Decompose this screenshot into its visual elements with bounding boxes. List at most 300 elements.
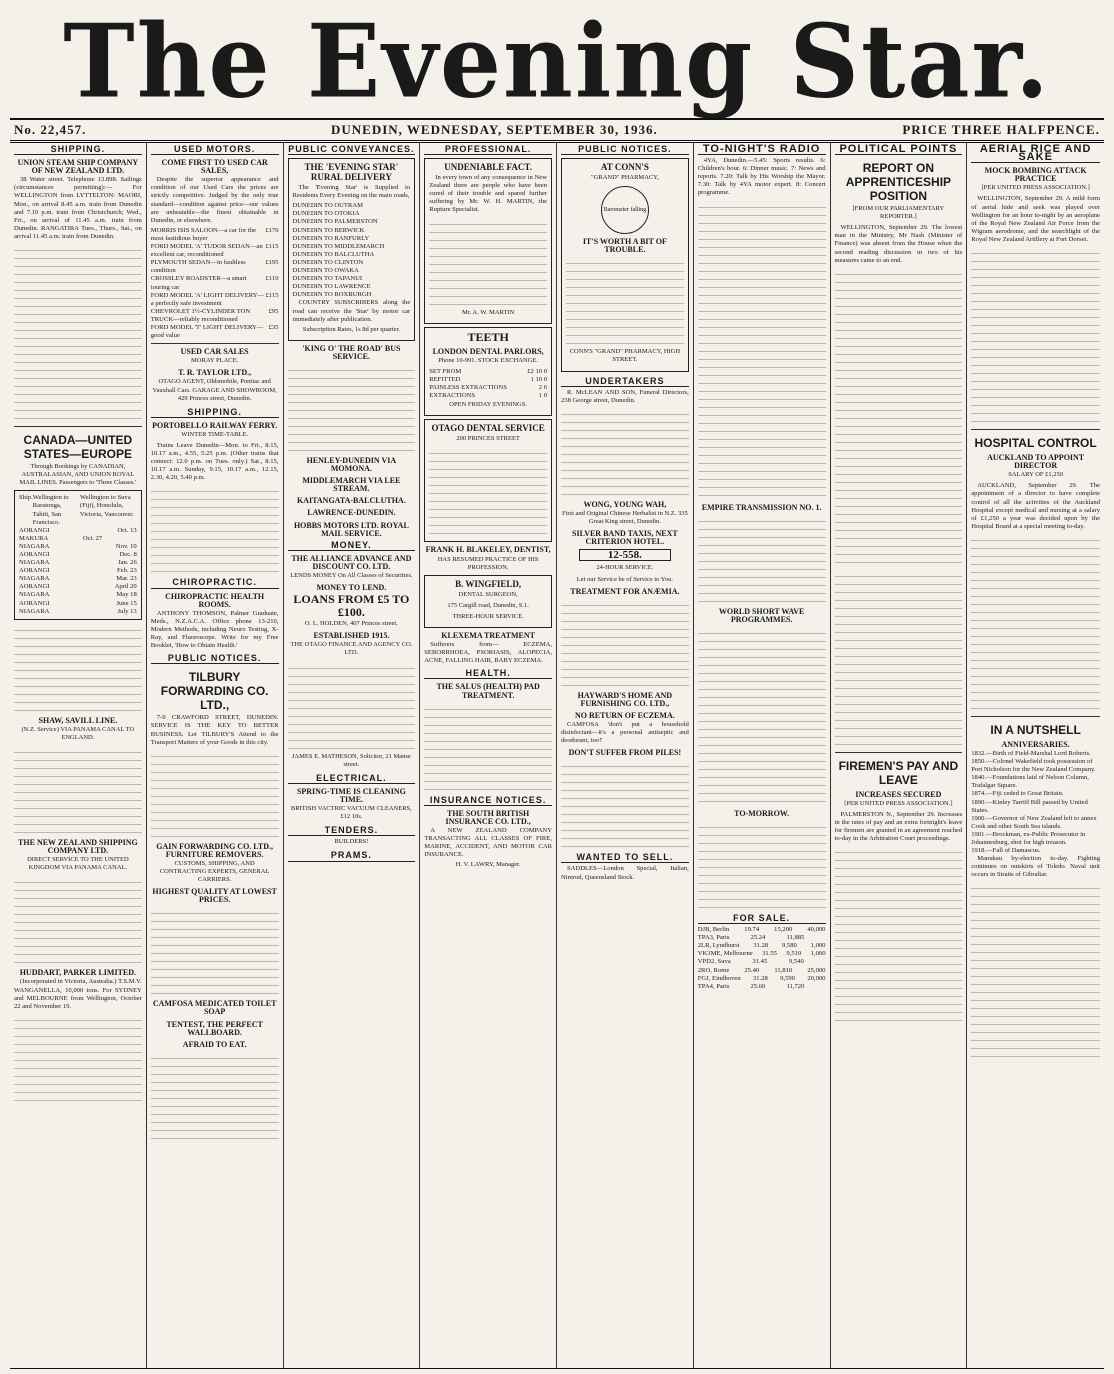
divider [971,429,1100,430]
ad-text: 7-9 CRAWFORD STREET, DUNEDIN. SERVICE IS THE KEY TO BETTER BUSINESS. Let TILBURY'S Attend to the Transport Matters of your Goods in this city. [150,714,279,746]
ad-title: CAMFOSA MEDICATED TOILET SOAP [152,999,277,1017]
ad-text: Sufferers from— ECZEMA, SEBORRHOEA, PSORIASIS, ALOPECIA, ACNE, FALLING HAIR, BABY ECZEMA. [424,641,552,665]
station-row-cell: 11,885 [786,934,805,942]
ad-text: OTAGO AGENT, Oldsmobile, Pontiac and Vauxhall Cars. GARAGE AND SHOWROOM, 429 Princes street, Dunedin. [152,378,277,402]
article-body-text [698,200,826,500]
ship-row-cell: July 13 [117,607,137,615]
route-row [293,259,411,267]
column-head: SHIPPING. [14,143,142,155]
ad-text: HAS RESUMED PRACTICE OF HIS PROFESSION. [437,555,539,571]
ad-undeniable-fact [424,158,552,324]
ad-body-text [14,745,142,835]
ship-row-cell: AORANGI [19,567,50,575]
issue-number: No. 22,457. [14,122,87,137]
ad-text: R. McLEAN AND SON, Funeral Directors, 238 George street, Dunedin. [561,388,689,404]
route-row [293,275,411,283]
column-head: CHIROPRACTIC. [151,576,279,588]
price-row-cell: EXTRACTIONS [429,392,476,400]
anniversary-row [971,831,1100,847]
ship-row [19,527,137,535]
route-row [293,218,411,226]
article-body-text [971,533,1100,713]
station-row-cell: 9,510 [786,950,802,958]
station-row [698,942,826,950]
column-head: UNDERTAKERS [561,375,689,387]
ship-row-cell: NIAGARA [19,591,50,599]
ad-evening-star-delivery [288,158,416,341]
car-row-cell: FORD MODEL 'A' TUDOR SEDAN—an excellent car, reconditioned [150,243,263,259]
ad-title: UNDENIABLE FACT. [444,162,532,173]
price: PRICE THREE HALFPENCE. [902,122,1100,137]
ad-title: SILVER BAND TAXIS, NEXT CRITERION HOTEL. [572,529,678,547]
ad-body-text [151,1051,279,1141]
masthead-title: The Evening Star. [63,6,1051,118]
station-row [698,934,826,942]
ship-row-cell: Oct. 27 [82,534,103,542]
car-row [151,292,279,308]
route-row-cell: DUNEDIN TO CLINTON [292,258,364,266]
anniversaries-list [971,750,1100,855]
columns [10,143,1104,1369]
article-body-text [971,881,1100,1061]
station-row-cell: VPD2, Suva [697,958,731,966]
article-headline: HOSPITAL CONTROL [974,436,1097,451]
column-head: AERIAL RICE AND SAKE [971,143,1100,163]
ad-title: COME FIRST TO USED CAR SALES, [161,158,268,176]
car-row-cell: MORRIS ISIS SALOON—a car for the most fastidious buyer [150,226,257,242]
route-row-cell: DUNEDIN TO TAPANUI [292,275,363,283]
column-head: TENDERS. [288,824,416,836]
ad-text: 200 PRINCES STREET [456,435,520,443]
ship-row-cell: AORANGI [19,599,50,607]
ad-title: HOBBS MOTORS LTD. ROYAL MAIL SERVICE. [293,520,409,538]
ad-text: DIRECT SERVICE TO THE UNITED KINGDOM VIA PANAMA CANAL. [27,856,129,872]
ship-row [19,575,137,583]
price-row-cell: REFITTED [429,375,461,383]
article-subhead: MOCK BOMBING ATTACK PRACTICE [984,166,1087,184]
ship-row [19,494,137,526]
station-row-cell: 9,580 [781,942,797,950]
column-head: FOR SALE. [698,912,826,924]
station-row-cell: 9,590 [780,974,795,982]
ad-text: THREE-HOUR SERVICE. [452,612,524,620]
anniversary-row [971,799,1100,815]
ship-row-cell: Jan. 26 [118,559,137,567]
ad-title: THE NEW ZEALAND SHIPPING COMPANY LTD. [18,838,138,856]
ship-row-cell: Wellington to Suva (Fiji), Honolulu, Victoria, Vancouver. [79,494,134,518]
ad-text: O. L. HOLDEN, 407 Princes street. [304,620,398,628]
article-body-text [835,845,963,1025]
station-row-cell: 25.60 [750,982,766,990]
ship-row-cell: Feb. 23 [116,567,137,575]
ad-text: In every town of any consequence in New Zealand there are people who have been cured of their trouble and spared further suffering by Mr. W. H. MARTIN, the Rupture Specialist. [429,174,547,214]
station-row-cell: 31.55 [762,950,777,958]
car-row-cell: PLYMOUTH SEDAN—in faultless condition [150,259,246,275]
ad-title: UNION STEAM SHIP COMPANY OF NEW ZEALAND LTD. [17,158,139,176]
station-row-cell: 25.24 [750,934,766,942]
ad-text: Subscription Rates, 1s 8d per quarter. [302,325,401,333]
ship-row [19,543,137,551]
column-aerial [967,143,1104,1368]
ad-title: THE ALLIANCE ADVANCE AND DISCOUNT CO. LTD. [291,553,412,571]
car-row-cell: £195 [265,259,279,267]
station-row-cell: TPA3, Paris [697,934,730,942]
ad-london-dental [424,327,552,417]
ships-list [19,494,137,615]
ad-text: 175 Cargill road, Dunedin, S.1. [447,601,529,609]
ship-row [19,591,137,599]
ad-title: T. R. TAYLOR LTD., [178,368,252,378]
route-row [293,202,411,210]
price-row-cell: 1 10 0 [530,375,547,383]
column-professional [420,143,557,1368]
ad-body-text [151,749,279,839]
car-row-cell: £115 [265,243,279,251]
ad-title: FRANK H. BLAKELEY, DENTIST, [425,545,551,555]
ad-title: IT'S WORTH A BIT OF TROUBLE. [582,237,667,255]
article-subhead: AUCKLAND TO APPOINT DIRECTOR [987,453,1085,471]
station-row [698,950,826,958]
price-row-cell: £2 10 0 [527,367,547,375]
divider [835,752,963,753]
ad-text: The 'Evening Star' is Supplied to Residents Every Evening on the main roads, [292,184,411,200]
ad-text: First and Original Chinese Herbalist in N.Z. 335 Great King street, Dunedin. [561,509,688,526]
route-row-cell: DUNEDIN TO OWAKA [292,267,359,275]
ad-title: AT CONN'S [600,162,649,173]
station-row-cell: 2RO, Rome [697,966,730,974]
ad-text: Through Bookings by CANADIAN, AUSTRALASIAN, AND UNION ROYAL MAIL LINES. Passengers to 'Three Classes.' [19,463,137,487]
anniversary-row [971,815,1100,831]
anniversary-row-cell: 1874.—Fiji ceded to Great Britain. [971,790,1064,798]
station-row-cell: 11,720 [786,982,805,990]
ad-body-text [561,407,689,497]
station-row-cell: 19.74 [744,926,760,934]
ad-title: SPRING-TIME IS CLEANING TIME. [296,786,406,804]
ad-title: TEETH [467,329,509,344]
route-row-cell: DUNEDIN TO MIDDLEMARCH [292,242,385,250]
ship-row-cell: NIAGARA [19,559,50,567]
ad-body-text [429,217,547,307]
ad-title: TILBURY FORWARDING CO. LTD., [160,670,269,713]
route-row-cell: DUNEDIN TO RANFURLY [292,234,370,242]
ad-title: CHIROPRACTIC HEALTH ROOMS. [165,591,265,609]
ad-title: DON'T SUFFER FROM PILES! [568,748,682,758]
price-row-cell: 2 6 [538,384,547,392]
ship-row-cell: NIAGARA [19,607,50,615]
ad-title: MIDDLEMARCH VIA LEE STREAM. [302,476,401,494]
article-subhead: INCREASES SECURED [855,789,942,799]
station-row-cell: 31.45 [752,958,768,966]
anniversary-row-cell: 1840.—Foundations laid of Nelson Column, Trafalgar Square. [971,774,1089,790]
ad-title: LOANS FROM £5 TO £100. [293,592,410,620]
anniversary-row [971,750,1100,758]
ad-title: OTAGO DENTAL SERVICE [431,423,545,434]
car-row [151,275,279,291]
ad-text: "GRAND" PHARMACY, [591,174,659,182]
ship-row [19,583,137,591]
ad-title: TREATMENT FOR ANÆMIA. [570,586,680,596]
ad-text: 38 Water street. Telephone 13.898. Sailings (circumstances permitting):— For WELLINGTON from LYTTELTON: MAORI, Mon., on arrival 8.45 a.m. train from Dunedin and 7.10 p.m. train from Christchurch; Wed., Fri., on arrival of 11.45 a.m. train from Dunedin. RANGATIRA Tues., Thurs., Sat., on arrival 11.45 a.m. train from Dunedin. [14,176,142,240]
ship-row-cell: AORANGI [19,550,50,558]
article-subhead: WORLD SHORT WAVE PROGRAMMES. [718,606,805,624]
article-byline: [PER UNITED PRESS ASSOCIATION.] [981,184,1090,192]
ship-row-cell: Wellington to Raratonga, Tahiti, San Francisco. [32,494,69,526]
station-row-cell: 2LR, Lyndhurst [697,942,740,950]
article-subhead: EMPIRE TRANSMISSION NO. 1. [701,502,822,512]
route-row-cell: DUNEDIN TO BERWICK [292,226,365,234]
ad-text: SADDLES—London Special, Italian, Nimrod, Queensland Stock. [561,865,689,881]
price-row-cell: 1 0 [538,392,547,400]
ship-row-cell: MAKURA [19,534,49,542]
route-row-cell: DUNEDIN TO LAWRENCE [292,283,371,291]
ad-title: LONDON DENTAL PARLORS, [432,346,544,356]
station-row-cell: VK3ME, Melbourne [697,950,753,958]
ad-text: BUILDERS! [334,838,369,846]
ad-title: B. WINGFIELD, [455,578,522,589]
ad-text: Mr. A. W. MARTIN [461,308,515,316]
ad-title: SHAW, SAVILL LINE. [38,715,118,725]
place-date: DUNEDIN, WEDNESDAY, SEPTEMBER 30, 1936. [330,122,658,137]
route-row-cell: DUNEDIN TO OUTRAM [292,202,363,210]
column-head: MONEY. [288,539,416,551]
ad-text: Despite the superior appearance and condition of our Used Cars the prices are strictly competitive. Judged by the only true standard—condition against price—our values are unbeatable—the finest obtainable in Dunedin, or elsewhere. [150,176,279,224]
column-shipping [10,143,147,1368]
article-headline: IN A NUTSHELL [990,722,1081,737]
ship-row-cell: Mar. 23 [116,575,137,583]
ship-row-cell: NIAGARA [19,575,50,583]
station-row [698,967,826,975]
column-head: HEALTH. [424,667,552,679]
article-byline: [FROM OUR PARLIAMENTARY REPORTER.] [852,205,945,221]
car-row-cell: CHEVROLET 1½-CYLINDER TON TRUCK—reliably reconditioned [150,307,251,323]
station-row-cell: 20,000 [807,974,826,982]
ad-body-text [561,598,689,688]
column-public-notices [557,143,694,1368]
station-row-cell: 15,200 [774,926,793,934]
station-row-cell: FGJ, Eindhoven [697,974,741,982]
column-head: ELECTRICAL. [288,772,416,784]
routes-list [293,202,411,299]
ad-title: HIGHEST QUALITY AT LOWEST PRICES. [152,887,277,905]
column-head: PUBLIC NOTICES. [561,143,689,155]
column-radio [694,143,831,1368]
article-text: AUCKLAND, September 29. The appointment of a director to have complete control of all the activities of the Auckland Hospital except medical and nursing at a salary of £1,250 a year was decided upon by the Hospital Board at a special meeting to-day. [971,482,1100,530]
ad-text: CAMFOSA 'don't put a household disinfectant—it's a personal antiseptic and deodorant, too!' [561,720,689,745]
divider [151,343,279,344]
ship-row [19,608,137,616]
column-head: USED MOTORS. [151,143,279,155]
article-body-text [698,820,826,910]
ad-text: WINTER TIME-TABLE. [181,430,249,438]
ship-row-cell: Nov. 10 [115,542,137,550]
station-row-cell: 31.28 [753,942,769,950]
ad-title: THE SOUTH BRITISH INSURANCE CO. LTD., [445,808,531,826]
ad-title: NO RETURN OF ECZEMA. [575,710,675,720]
price-row [429,384,547,392]
article-headline: REPORT ON APPRENTICESHIP POSITION [845,161,952,204]
price-row [429,392,547,400]
ad-text: THE OTAGO FINANCE AND AGENCY CO. LTD. [290,641,413,657]
ad-text: JAMES E. MATHESON, Solicitor, 21 Manse street. [291,752,411,768]
station-row [698,983,826,991]
ad-text: Trains Leave Dunedin—Mon. to Fri., 8.15, 10.17 a.m., 4.55, 5.25 p.m. (Other trains that connect: 12.0 p.m. on Tues. only.) Sat., 8.15, 10.17 a.m. Sunday, 9.15, 10.17 a.m., 12.15, 2.30, 4.20, 5.40 p.m. [150,442,279,482]
ship-row-cell: NIAGARA [19,542,50,550]
ad-text: Let our Service be of Service to You. [576,575,673,583]
ad-title: THE SALUS (HEALTH) PAD TREATMENT. [436,682,540,700]
ship-row [19,600,137,608]
anniversary-row [971,758,1100,774]
car-row [151,324,279,340]
station-row [698,975,826,983]
article-subhead: TO-MORROW. [734,808,790,818]
route-row-cell: DUNEDIN TO OTOKIA [292,210,360,218]
article-subhead: SALARY OF £1,250 [1008,471,1064,479]
price-row-cell: SET FROM [429,367,462,375]
anniversary-row-cell: 1850.—Colonel Wakefield took possession of Port Nicholson for the New Zealand Company. [971,758,1096,774]
car-row [151,308,279,324]
ad-phone: 12-558. [579,549,671,561]
station-row [698,926,826,934]
route-row-cell: DUNEDIN TO PALMERSTON [292,218,378,226]
ad-wingfield [424,575,552,628]
route-row [293,227,411,235]
ad-title: 'KING O' THE ROAD' BUS SERVICE. [302,343,401,361]
barometer-icon [601,186,649,234]
station-row-cell: 1,000 [810,942,826,950]
ship-row [19,551,137,559]
ad-text: (N.Z. Service) VIA PANAMA CANAL TO ENGLAND. [21,725,135,741]
car-row-cell: FORD MODEL 'T' LIGHT DELIVERY—good value [150,323,264,340]
route-row [293,267,411,275]
car-row-cell: £35 [268,323,279,331]
article-body-text [835,267,963,567]
route-row [293,291,411,299]
car-row-cell: £110 [265,275,279,283]
divider [971,716,1100,717]
ship-row [19,535,137,543]
car-row [151,227,279,243]
ship-row-cell: AORANGI [19,583,50,591]
route-row-cell: DUNEDIN TO ROXBURGH [292,291,372,299]
column-public-conveyances [284,143,421,1368]
ad-title: GAIN FORWARDING CO. LTD., FURNITURE REMOVERS. [156,841,274,859]
column-used-motors [147,143,284,1368]
ad-text: H. V. LAWRY, Manager. [455,861,521,869]
column-head: PRAMS. [288,849,416,861]
ship-row-cell: Ship. [19,494,33,502]
ad-title: KLEXEMA TREATMENT [441,630,535,640]
ad-body-text [14,623,142,713]
ship-row [19,559,137,567]
ad-text: MORAY PLACE. [191,357,239,365]
ad-otago-dental [424,419,552,542]
station-row-cell: 25.40 [744,966,760,974]
article-text: 4YA, Dunedin.—5.45: Sports results. 6: Children's hour. 6: Dinner music. 7: News and reports. 7.20: Talk by His Worship the Mayor. 7.30: Talk by 4YA motor expert. 8: Concert programme. [697,157,826,197]
dateline [10,118,1104,143]
station-row-cell: 31.28 [752,974,768,982]
station-row-cell: 1,000 [810,950,826,958]
ship-row [19,567,137,575]
article-body-text [971,246,1100,426]
stations-list [698,926,826,991]
car-row [151,259,279,275]
anniversary-row [971,774,1100,790]
station-row-cell: 9,540 [788,958,804,966]
article-byline: [PER UNITED PRESS ASSOCIATION.] [844,799,953,807]
masthead [10,6,1104,118]
station-row-cell: DJB, Berlin [697,926,730,934]
anniversary-row-cell: 1832.—Birth of Field-Marshal Lord Roberts. [971,749,1091,757]
station-row-cell: 25,000 [807,966,826,974]
ad-text: OPEN FRIDAY EVENINGS. [449,401,527,409]
ad-title: HAYWARD'S HOME AND FURNISHING CO. LTD., [577,690,673,708]
ad-title: WONG, YOUNG WAH, [583,499,667,509]
price-row-cell: PAINLESS EXTRACTIONS [429,384,507,392]
route-row-cell: DUNEDIN TO BALCLUTHA [292,250,375,258]
car-row [151,243,279,259]
anniversary-row-cell: 1901.—Brockman, ex-Public Prosecutor in Johannesburg, shot for high treason. [971,830,1086,846]
car-row-cell: CROSSLEY ROADSTER—a smart touring car [150,275,247,291]
ad-body-text [14,1013,142,1103]
column-head: TO-NIGHT'S RADIO [698,143,826,155]
ad-title: LAWRENCE-DUNEDIN. [307,508,396,518]
ad-text: CUSTOMS, SHIPPING, AND CONTRACTING EXPERTS, GENERAL CARRIERS. [159,859,270,884]
column-political [831,143,968,1368]
route-row [293,243,411,251]
ad-body-text [429,446,547,536]
prices-list [429,368,547,400]
article-text: PALMERSTON N., September 29. Increases in the rates of pay and an extra fortnight's leave for firemen are granted in an agreement reached to-day in the Arbitration Court proceedings. [834,810,963,843]
ship-row-cell: April 20 [114,583,137,591]
column-head: SHIPPING. [151,406,279,418]
ad-title: KAITANGATA-BALCLUTHA. [297,496,406,506]
route-row [293,251,411,259]
ship-row-cell: May 18 [116,591,137,599]
ad-text: LENDS MONEY On All Classes of Securities. [290,572,413,579]
ad-title: PORTOBELLO RAILWAY FERRY. [152,420,278,430]
ad-body-text [151,906,279,996]
ship-row-cell: June 15 [116,599,137,607]
divider [14,426,142,427]
ad-body-text [151,484,279,574]
ad-title: TENTEST, THE PERFECT WALLBOARD. [166,1019,263,1037]
ad-body-text [14,243,142,423]
ad-body-text [424,702,552,792]
route-row [293,235,411,243]
column-head: PROFESSIONAL. [424,143,552,155]
article-body-text [698,626,826,806]
ships-table [14,490,142,619]
car-row-cell: £95 [268,307,279,315]
anniversary-row [971,790,1100,798]
ad-title: HUDDART, PARKER LIMITED. [19,968,137,978]
ad-text: Phone 10-991. STOCK EXCHANGE. [438,356,538,364]
article-body-text [835,569,963,749]
ad-title: CANADA—UNITED STATES—EUROPE [23,433,133,462]
route-row [293,283,411,291]
ad-body-text [14,875,142,965]
article-text: WELLINGTON, September 29. A mild form of aerial hide and seek was played over Wellington for an hour to-night by an aeroplane of the Royal New Zealand Air Force from the Wigram aerodrome, and the searchlight of the Royal New Zealand Artillery at Fort Dorset. [971,195,1100,243]
cars-list [151,227,279,340]
price-row [429,376,547,384]
ad-text: CONN'S "GRAND" PHARMACY, HIGH STREET. [569,348,681,364]
column-head: INSURANCE NOTICES. [424,794,552,806]
column-head: POLITICAL POINTS [835,143,963,155]
ad-text: DENTAL SURGEON, [458,590,518,598]
column-head: PUBLIC CONVEYANCES. [288,144,415,154]
ad-body-text [288,661,416,751]
ad-text: ANTHONY THOMSON, Palmer Graduate, Meds., N.Z.A.C.A. Office phone 13-210, Modern Methods, including Neuro Testing, X-Ray, and Fluoroscope. Write for my Free Booklet, 'How to Obtain Health.' [150,609,279,650]
